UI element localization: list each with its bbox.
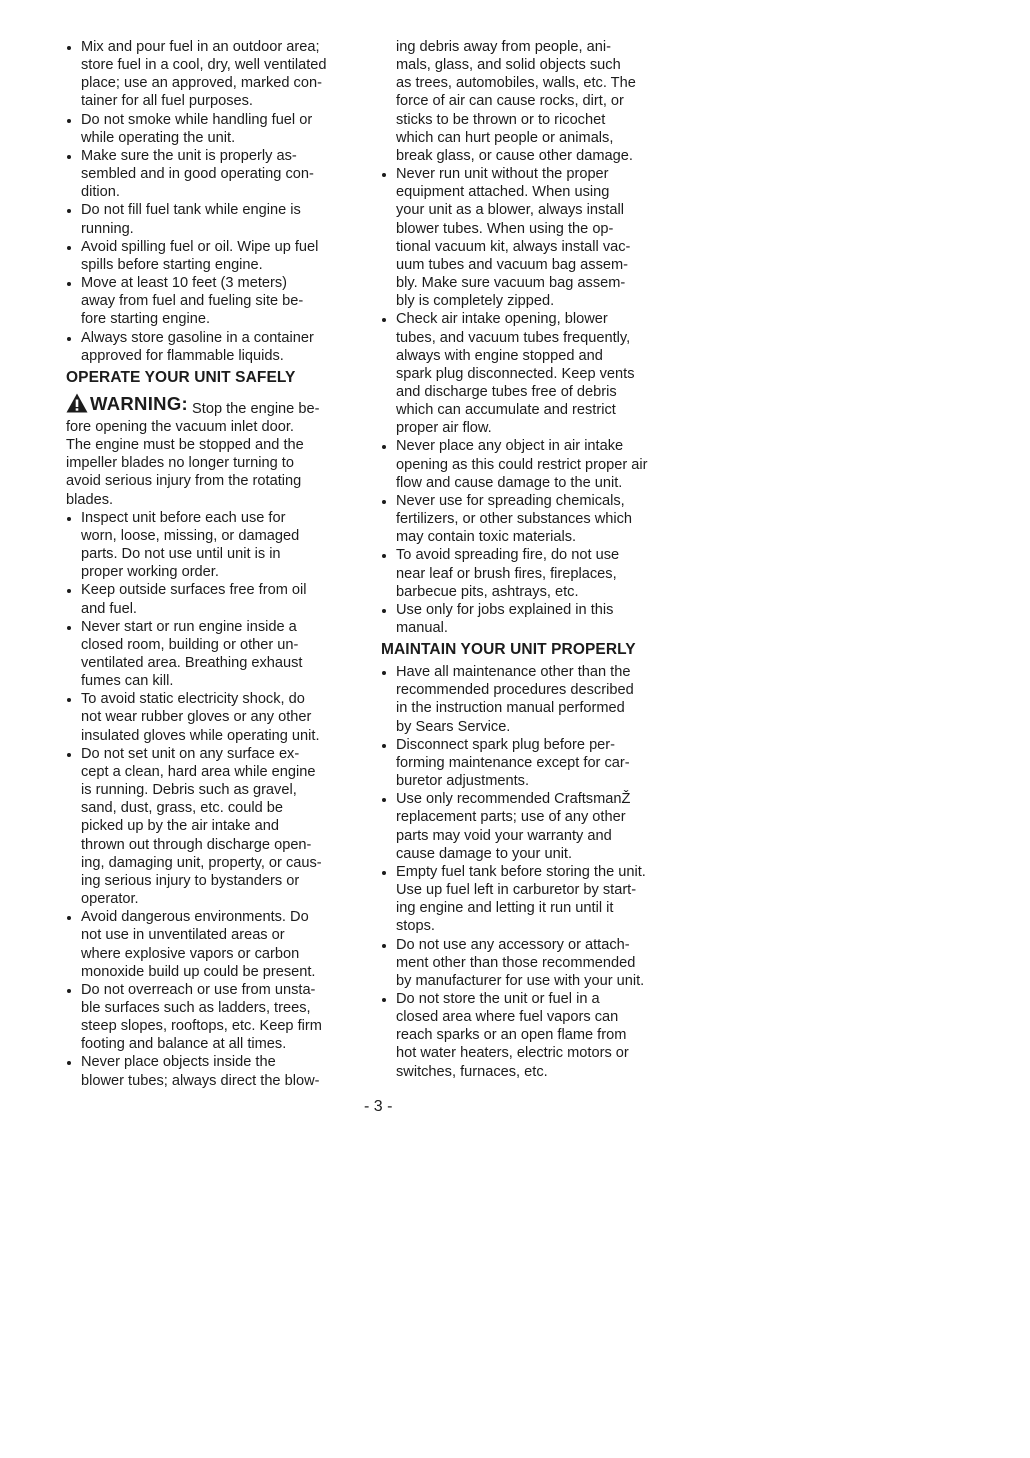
list-item-line: ing engine and letting it run until it: [396, 900, 614, 917]
list-item-line: flow and cause damage to the unit.: [396, 474, 623, 491]
list-item-line: thrown out through discharge open-: [81, 836, 312, 853]
list-item-line: away from fuel and fueling site be-: [81, 293, 304, 310]
paragraph-line: mals, glass, and solid objects such: [396, 57, 621, 74]
list-item: [381, 990, 681, 1081]
list-item: [381, 546, 681, 600]
list-item-line: ing, damaging unit, property, or caus-: [81, 854, 322, 871]
list-item: [381, 663, 681, 736]
list-item-line: worn, loose, missing, or damaged: [81, 527, 300, 544]
list-item: [66, 908, 366, 981]
list-item: [381, 492, 681, 546]
list-item-line: footing and balance at all times.: [81, 1036, 287, 1053]
list-item-line: To avoid static electricity shock, do: [81, 691, 305, 708]
list-item-line: cept a clean, hard area while engine: [81, 763, 316, 780]
list-item-line: parts may void your warranty and: [396, 827, 612, 844]
warning-label: WARNING:: [90, 392, 188, 414]
list-item-line: Do not set unit on any surface ex-: [81, 745, 300, 762]
list-item-line: hot water heaters, electric motors or: [396, 1045, 629, 1062]
list-item: [66, 238, 366, 274]
list-item-line: Never run unit without the proper: [396, 166, 609, 183]
list-item-line: Avoid dangerous environments. Do: [81, 909, 309, 926]
list-item-line: Check air intake opening, blower: [396, 311, 608, 328]
list-item-line: parts. Do not use until unit is in: [81, 546, 281, 563]
list-item-line: Do not smoke while handling fuel or: [81, 111, 313, 128]
list-item-line: dition.: [81, 184, 120, 201]
list-item-line: Never place objects inside the: [81, 1054, 276, 1071]
list-item-line: Never use for spreading chemicals,: [396, 492, 625, 509]
list-item: [66, 618, 366, 691]
list-item-line: fertilizers, or other substances which: [396, 511, 633, 528]
warning-text-line: fore opening the vacuum inlet door.: [66, 418, 294, 435]
list-item-line: replacement parts; use of any other: [396, 809, 626, 826]
list-item-line: your unit as a blower, always install: [396, 202, 624, 219]
list-item-line: closed room, building or other un-: [81, 636, 299, 653]
list-item-line: Inspect unit before each use for: [81, 509, 286, 526]
list-item: [381, 936, 681, 990]
fuel-safety-list: [66, 38, 366, 365]
list-item: [66, 274, 366, 328]
list-item-line: by manufacturer for use with your unit.: [396, 972, 645, 989]
list-item-line: tional vacuum kit, always install vac-: [396, 238, 631, 255]
paragraph-line: which can hurt people or animals,: [396, 129, 614, 146]
list-item: [66, 509, 366, 582]
paragraph-line: force of air can cause rocks, dirt, or: [396, 93, 624, 110]
list-item-line: manual.: [396, 620, 448, 636]
warning-triangle-icon: [66, 393, 88, 413]
list-item-line: equipment attached. When using: [396, 184, 610, 201]
list-item: [381, 863, 681, 936]
operation-safety-list-continued: [381, 165, 681, 637]
list-item-line: cause damage to your unit.: [396, 845, 573, 862]
list-item: [66, 111, 366, 147]
warning-text-line: avoid serious injury from the rotating: [66, 473, 302, 490]
list-item-line: spills before starting engine.: [81, 256, 263, 273]
list-item: [381, 736, 681, 790]
list-item-line: monoxide build up could be present.: [81, 963, 316, 980]
list-item-line: which can accumulate and restrict: [396, 402, 616, 419]
list-item-line: Do not store the unit or fuel in a: [396, 990, 600, 1007]
list-item-line: not wear rubber gloves or any other: [81, 709, 312, 726]
list-item-line: sembled and in good operating con-: [81, 166, 314, 183]
list-item-line: ble surfaces such as ladders, trees,: [81, 999, 311, 1016]
list-item-line: proper working order.: [81, 564, 219, 581]
list-item-line: Move at least 10 feet (3 meters): [81, 275, 288, 292]
list-item: [66, 581, 366, 617]
continued-paragraph: [381, 38, 681, 165]
list-item: [66, 38, 366, 111]
list-item-line: Keep outside surfaces free from oil: [81, 582, 307, 599]
list-item-line: and fuel.: [81, 600, 137, 617]
warning-text-first: Stop the engine be-: [192, 400, 320, 417]
list-item-line: Use only recommended CraftsmanŽ: [396, 791, 631, 808]
list-item-line: blower tubes; always direct the blow-: [81, 1072, 320, 1089]
list-item-line: ment other than those recommended: [396, 954, 636, 971]
list-item-line: closed area where fuel vapors can: [396, 1009, 619, 1026]
list-item-line: uum tubes and vacuum bag assem-: [396, 256, 629, 273]
list-item: [66, 147, 366, 201]
list-item: [381, 790, 681, 863]
list-item-line: place; use an approved, marked con-: [81, 75, 322, 92]
list-item-line: Use up fuel left in carburetor by start-: [396, 882, 637, 899]
list-item-line: not use in unventilated areas or: [81, 927, 285, 944]
list-item: [381, 437, 681, 491]
list-item-line: reach sparks or an open flame from: [396, 1027, 627, 1044]
list-item-line: Make sure the unit is properly as-: [81, 147, 297, 164]
list-item-line: spark plug disconnected. Keep vents: [396, 365, 635, 382]
page-number: - 3 -: [364, 1098, 393, 1115]
list-item-line: while operating the unit.: [81, 129, 236, 146]
list-item-line: sand, dust, grass, etc. could be: [81, 800, 283, 817]
paragraph-line: as trees, automobiles, walls, etc. The: [396, 75, 636, 92]
list-item-line: and discharge tubes free of debris: [396, 383, 617, 400]
list-item: [66, 745, 366, 908]
list-item-line: steep slopes, rooftops, etc. Keep firm: [81, 1018, 322, 1035]
list-item-line: is running. Debris such as gravel,: [81, 782, 297, 799]
list-item-line: picked up by the air intake and: [81, 818, 279, 835]
list-item-line: tainer for all fuel purposes.: [81, 93, 253, 110]
list-item-line: running.: [81, 220, 134, 237]
list-item-line: approved for flammable liquids.: [81, 347, 284, 364]
list-item-line: stops.: [396, 918, 435, 935]
list-item-line: store fuel in a cool, dry, well ventilated: [81, 57, 327, 74]
warning-text-line: impeller blades no longer turning to: [66, 455, 294, 472]
list-item-line: in the instruction manual performed: [396, 700, 625, 717]
paragraph-line: ing debris away from people, ani-: [396, 39, 611, 55]
list-item-line: ing serious injury to bystanders or: [81, 872, 300, 889]
right-column: [381, 38, 681, 1081]
list-item: [66, 201, 366, 237]
warning-text-line: The engine must be stopped and the: [66, 437, 304, 454]
list-item: [66, 1053, 366, 1089]
list-item-line: tubes, and vacuum tubes frequently,: [396, 329, 631, 346]
list-item: [66, 329, 366, 365]
list-item-line: fumes can kill.: [81, 673, 174, 690]
list-item: [381, 165, 681, 310]
list-item-line: operator.: [81, 891, 139, 908]
list-item-line: always with engine stopped and: [396, 347, 603, 364]
list-item-line: by Sears Service.: [396, 718, 511, 735]
list-item-line: Empty fuel tank before storing the unit.: [396, 863, 646, 880]
list-item-line: near leaf or brush fires, fireplaces,: [396, 565, 617, 582]
list-item-line: bly is completely zipped.: [396, 293, 555, 310]
list-item-line: ventilated area. Breathing exhaust: [81, 655, 303, 671]
list-item-line: where explosive vapors or carbon: [81, 945, 300, 962]
list-item-line: Do not fill fuel tank while engine is: [81, 202, 301, 219]
list-item-line: Disconnect spark plug before per-: [396, 736, 616, 753]
list-item-line: proper air flow.: [396, 420, 492, 437]
list-item-line: Do not overreach or use from unsta-: [81, 981, 316, 998]
list-item-line: To avoid spreading fire, do not use: [396, 547, 620, 564]
list-item-line: barbecue pits, ashtrays, etc.: [396, 583, 579, 600]
maintain-properly-heading: MAINTAIN YOUR UNIT PROPERLY: [381, 641, 636, 659]
list-item-line: bly. Make sure vacuum bag assem-: [396, 275, 626, 292]
list-item: [66, 690, 366, 744]
list-item-line: Always store gasoline in a container: [81, 329, 314, 346]
list-item-line: opening as this could restrict proper air: [396, 456, 648, 473]
list-item-line: Have all maintenance other than the: [396, 664, 631, 681]
operate-safely-heading: OPERATE YOUR UNIT SAFELY: [66, 368, 296, 386]
list-item: [381, 601, 681, 637]
list-item-line: may contain toxic materials.: [396, 529, 577, 546]
list-item-line: fore starting engine.: [81, 311, 210, 328]
list-item: [66, 981, 366, 1054]
left-column: [66, 38, 366, 1090]
operation-safety-list: [66, 509, 366, 1090]
list-item: [381, 310, 681, 437]
warning-text-line: blades.: [66, 491, 114, 508]
list-item-line: switches, furnaces, etc.: [396, 1063, 548, 1080]
list-item-line: forming maintenance except for car-: [396, 754, 630, 771]
list-item-line: Never place any object in air intake: [396, 438, 624, 455]
list-item-line: Use only for jobs explained in this: [396, 601, 614, 618]
list-item-line: Mix and pour fuel in an outdoor area;: [81, 39, 320, 55]
list-item-line: blower tubes. When using the op-: [396, 220, 614, 237]
warning-block: [66, 393, 366, 509]
maintenance-list: [381, 663, 681, 1081]
list-item-line: Never start or run engine inside a: [81, 618, 297, 635]
paragraph-line: sticks to be thrown or to ricochet: [396, 111, 606, 128]
paragraph-line: break glass, or cause other damage.: [396, 147, 633, 164]
list-item-line: Do not use any accessory or attach-: [396, 936, 630, 953]
list-item-line: Avoid spilling fuel or oil. Wipe up fuel: [81, 238, 319, 255]
list-item-line: buretor adjustments.: [396, 773, 530, 790]
list-item-line: recommended procedures described: [396, 682, 634, 699]
warning-text: [66, 418, 366, 509]
list-item-line: insulated gloves while operating unit.: [81, 727, 320, 744]
